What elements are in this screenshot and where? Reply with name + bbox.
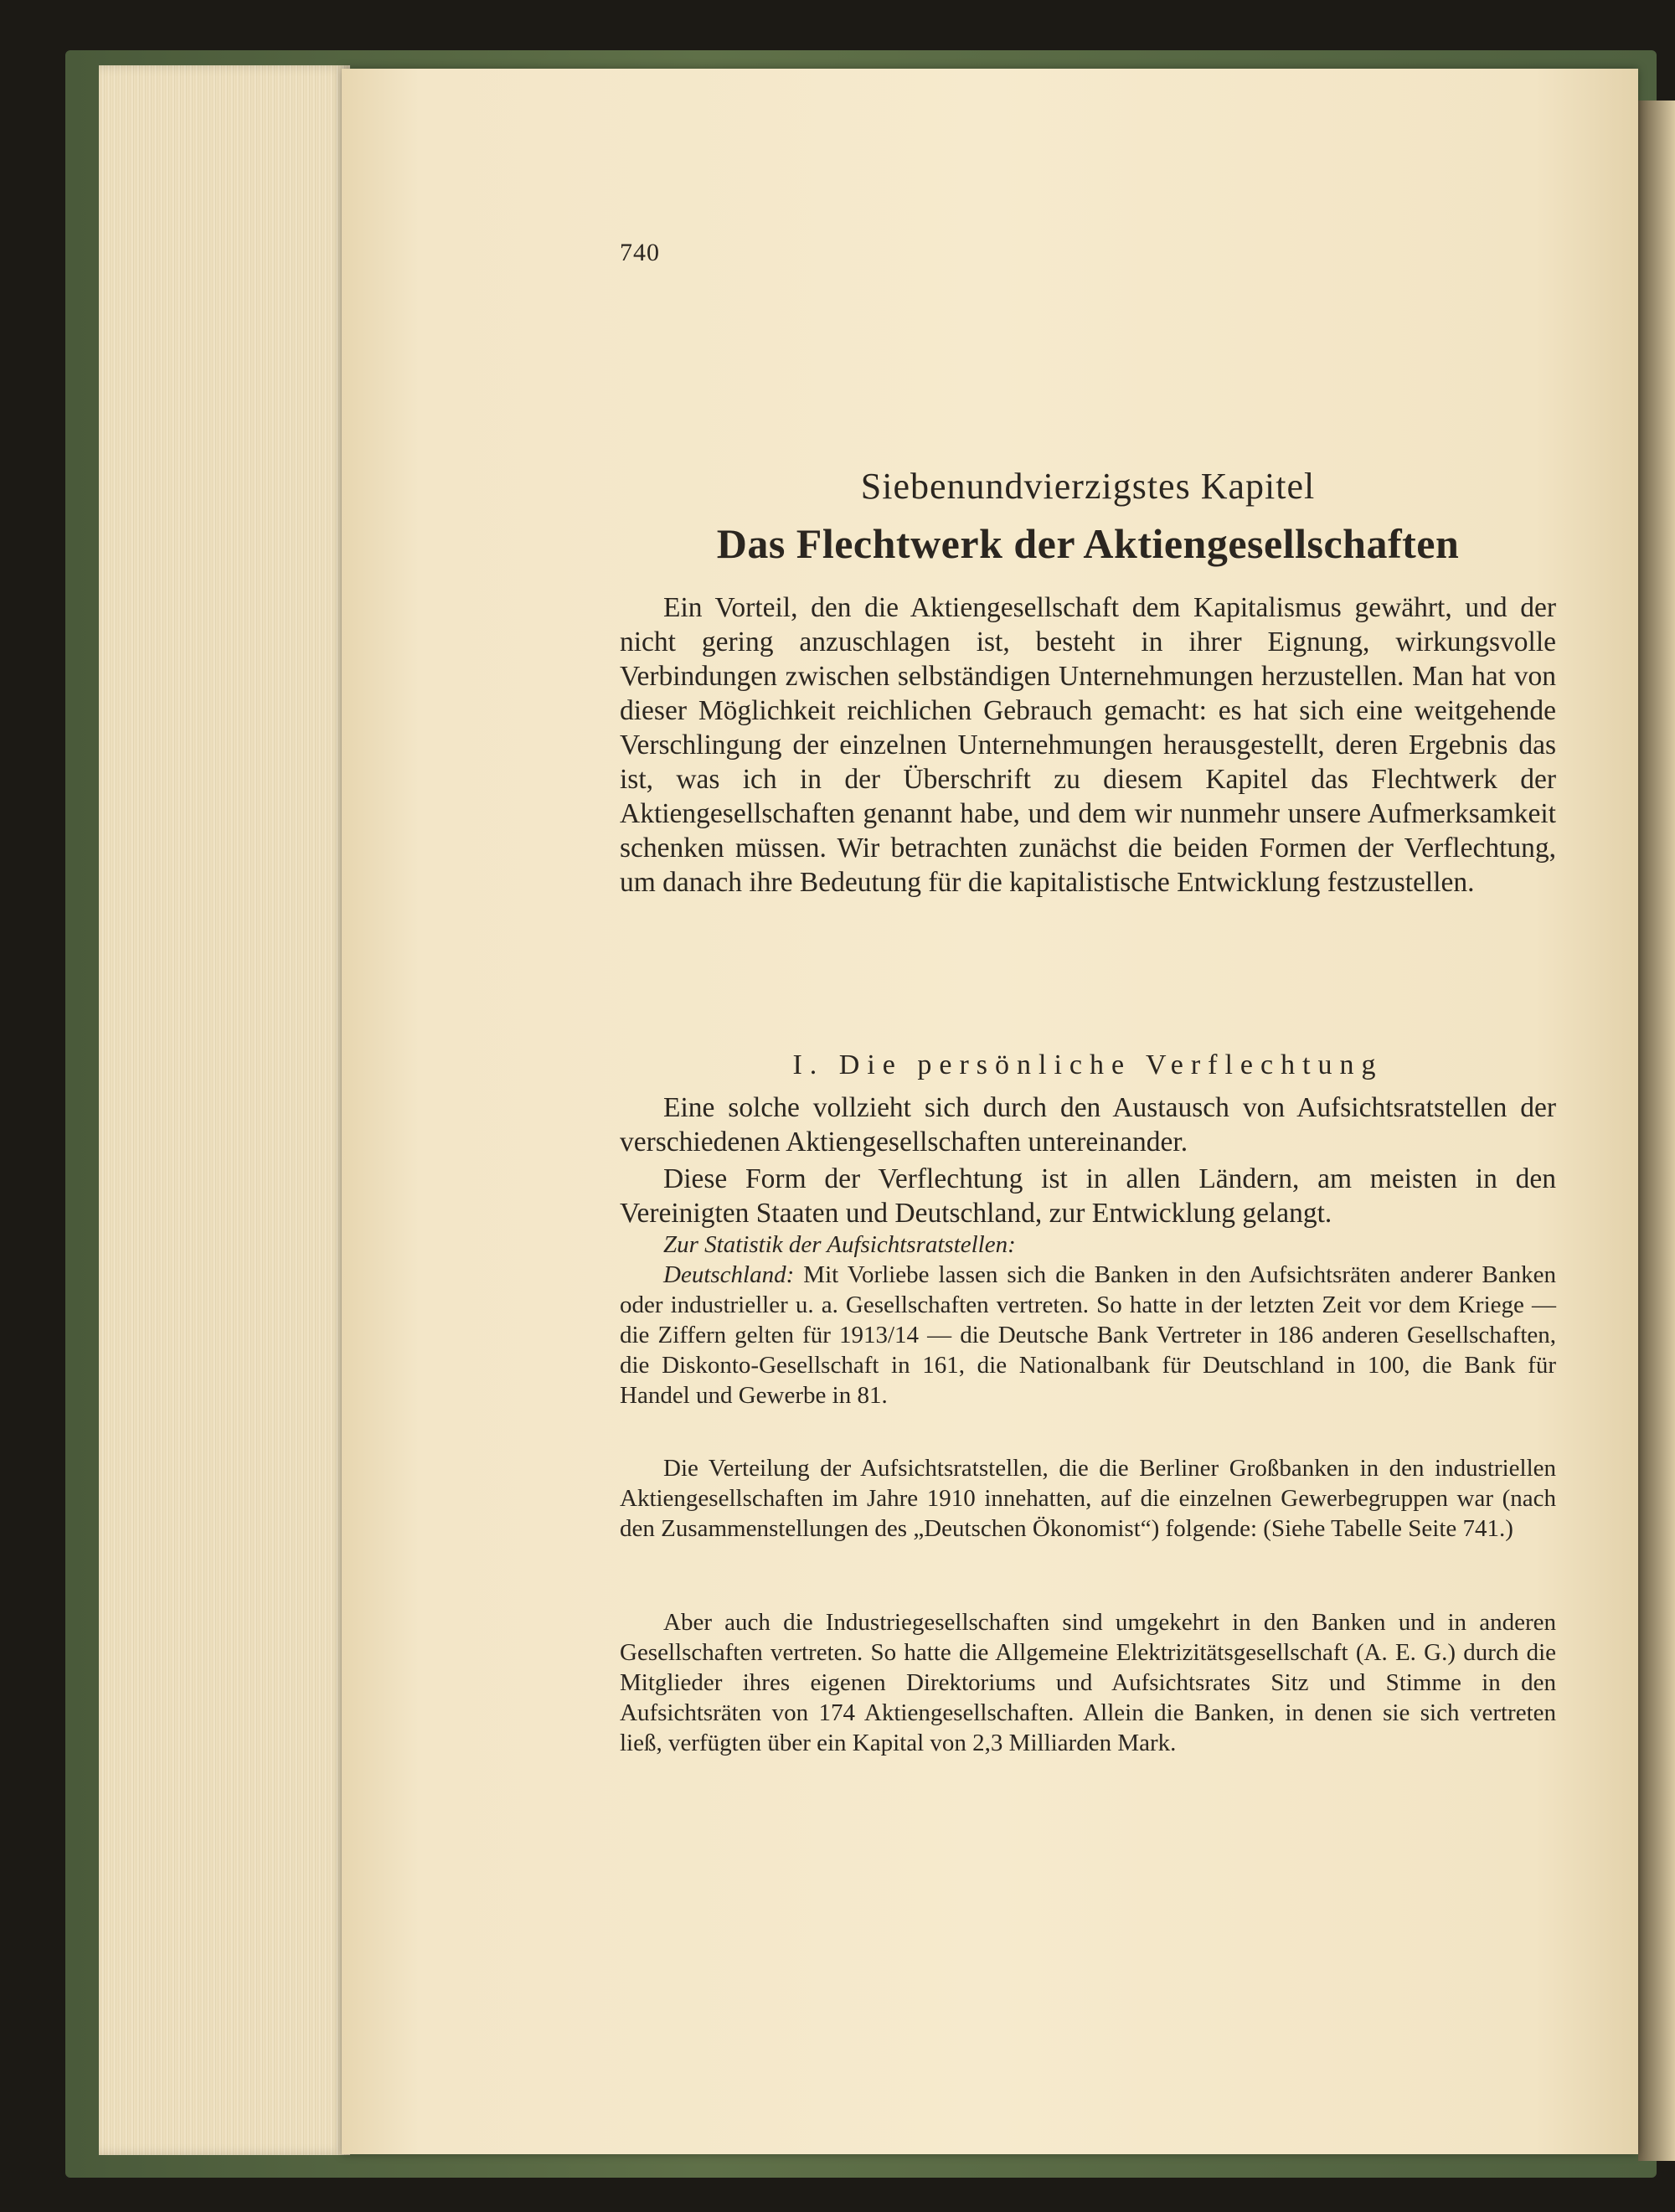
statistics-lead: Deutschland: (663, 1261, 795, 1288)
statistics-paragraph-1 (620, 1260, 1556, 1410)
intro-paragraph: Ein Vorteil, den die Aktiengesellschaft dem Kapitalismus gewährt, und der nicht gering anzuschlagen ist, besteht in ihrer Eignung, wirkungsvolle Verbindungen zwischen selbständigen Unternehmungen herzustellen. Man hat von dieser Möglichkeit reichlichen Gebrauch gemacht: es hat sich eine weitgehende Verschlingung der einzelnen Unternehmungen herausgestellt, deren Ergebnis das ist, was ich in der Überschrift zu diesem Kapitel das Flechtwerk der Aktiengesellschaften genannt habe, und dem wir nunmehr unsere Aufmerksamkeit schenken müssen. Wir betrachten zunächst die beiden Formen der Verflechtung, um danach ihre Bedeutung für die kapitalistische Entwicklung festzustellen. (620, 592, 1556, 898)
chapter-label: Siebenundvierzigstes Kapitel (860, 466, 1316, 507)
section-paragraph-2: Diese Form der Verflechtung ist in allen Ländern, am meisten in den Vereinigten Staaten und Deutschland, zur Entwicklung gelangt. (620, 1163, 1556, 1229)
statistics-paragraph-1-text: Mit Vorliebe lassen sich die Banken in den Aufsichtsräten anderer Banken oder industrieller u. a. Gesellschaften vertreten. So hatte in der letzten Zeit vor dem Kriege — die Ziffern gelten für 1913/14 — die Deutsche Bank Vertreter in 186 anderen Gesellschaften, die Diskonto-Gesellschaft in 161, die Nationalbank für Deutschland in 100, die Bank für Handel und Gewerbe in 81. (620, 1261, 1556, 1409)
statistics-paragraph-2: Die Verteilung der Aufsichtsratstellen, die die Berliner Großbanken in den industriellen Aktiengesellschaften im Jahre 1910 innehatten, auf die einzelnen Gewerbegruppen war (nach den Zusammenstellungen des „Deutschen Ökonomist“) folgende: (Siehe Tabelle Seite 741.) (620, 1455, 1556, 1542)
chapter-title: Das Flechtwerk der Aktiengesellschaften (716, 520, 1460, 567)
statistics-paragraph-3: Aber auch die Industriegesellschaften sind umgekehrt in den Banken und in anderen Gesellschaften vertreten. So hatte die Allgemeine Elektrizitätsgesellschaft (A. E. G.) durch die Mitglieder ihres eigenen Direktoriums und Aufsichtsrates Sitz und Stimme in den Aufsichtsräten von 174 Aktiengesellschaften. Allein die Banken, in denen sie sich vertreten ließ, verfügten über ein Kapital von 2,3 Milliarden Mark. (620, 1609, 1556, 1756)
page-number: 740 (620, 239, 660, 266)
page-edges (99, 65, 350, 2155)
next-page-edge (1638, 101, 1675, 2161)
section-heading: I. Die persönliche Verflechtung (792, 1049, 1384, 1080)
statistics-heading: Zur Statistik der Aufsichtsratstellen: (663, 1231, 1016, 1258)
section-paragraph-1: Eine solche vollzieht sich durch den Austausch von Aufsichtsratstellen der verschiedenen Aktiengesellschaften untereinander. (620, 1092, 1556, 1158)
